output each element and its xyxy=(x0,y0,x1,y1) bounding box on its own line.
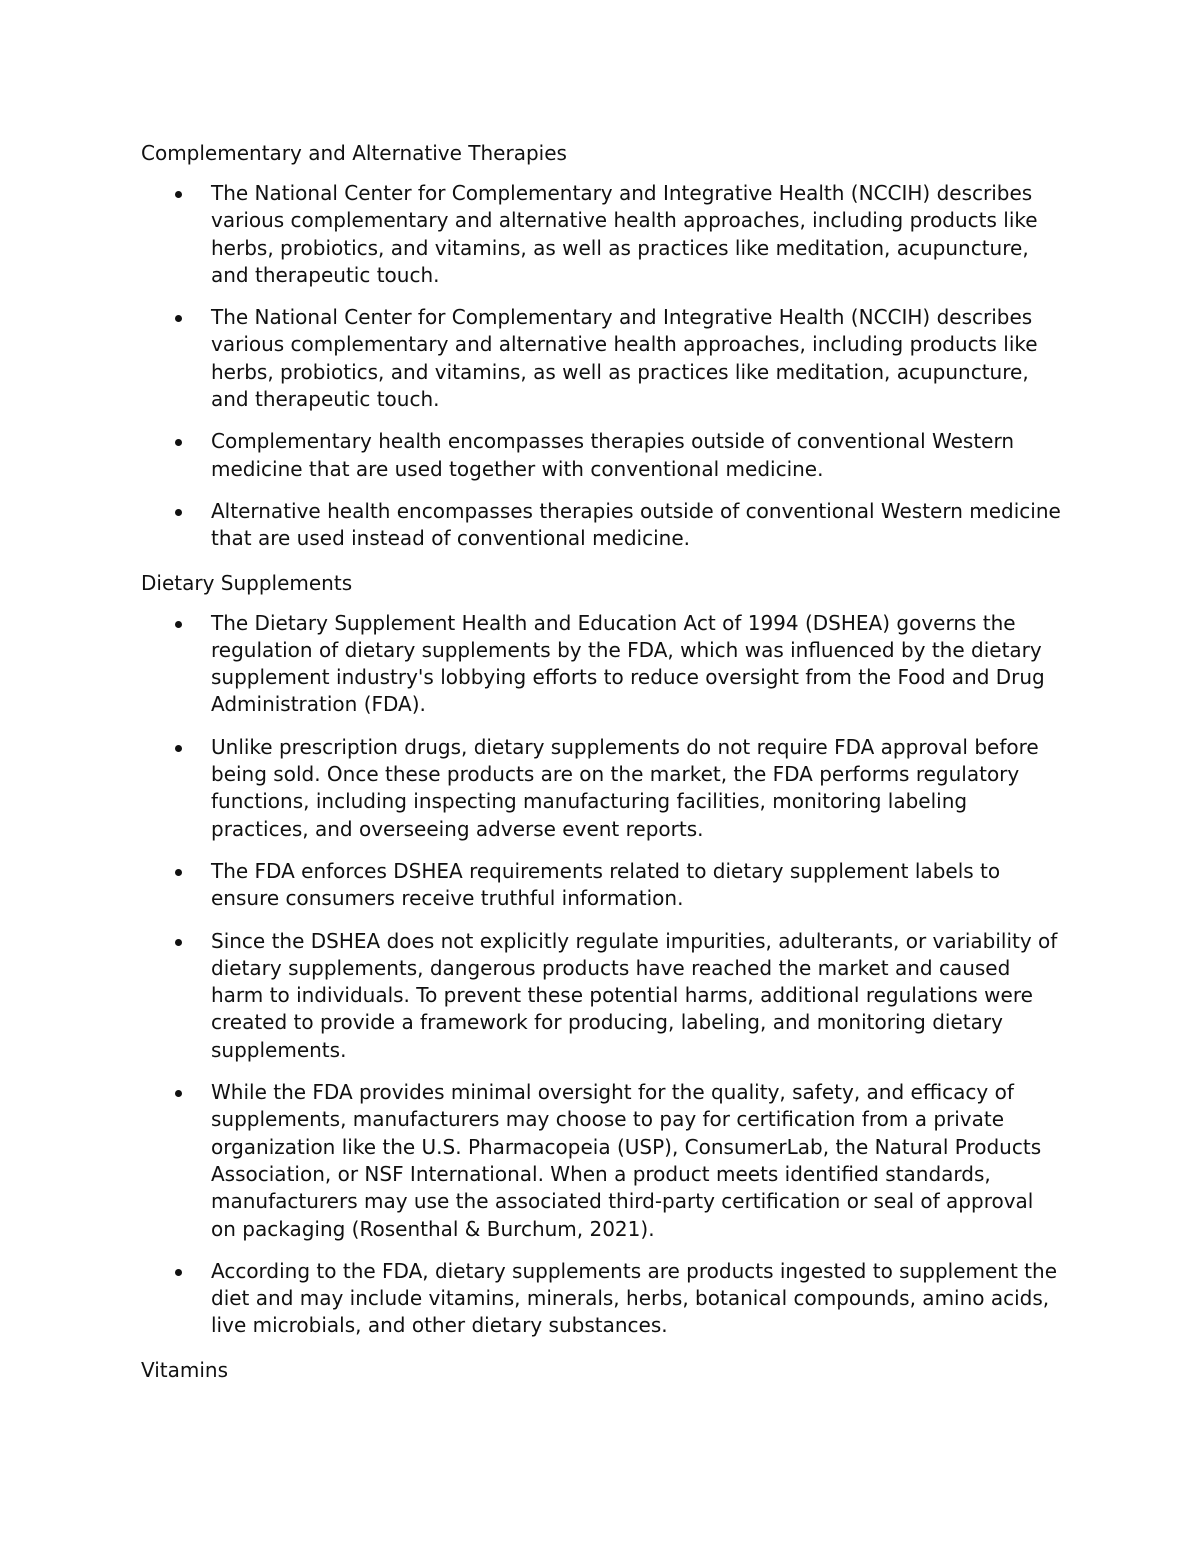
list-item xyxy=(141,610,1061,719)
list-item-text: The National Center for Complementary and Integrative Health (NCCIH) describes various complementary and alternative health approaches, including products like herbs, probiotics, and vitamins, as well as practices like meditation, acupuncture, and therapeutic touch. xyxy=(211,181,1038,287)
list-item xyxy=(141,180,1061,289)
list-item-text: Alternative health encompasses therapies outside of conventional Western medicine that are used instead of conventional medicine. xyxy=(211,498,1061,551)
bullet-icon xyxy=(175,869,182,876)
bullet-icon xyxy=(175,315,182,322)
list-item xyxy=(141,428,1061,483)
bullet-icon xyxy=(175,439,182,446)
list-item-text: Unlike prescription drugs, dietary supplements do not require FDA approval before being sold. Once these products are on the market, the FDA performs regulatory functions, including inspecting manufacturing facilities, monitoring labeling practices, and overseeing adverse event reports. xyxy=(211,734,1039,841)
bullet-icon xyxy=(175,621,182,628)
list-item-text: The FDA enforces DSHEA requirements related to dietary supplement labels to ensure consumers receive truthful information. xyxy=(211,858,1001,911)
bullet-icon xyxy=(175,191,182,198)
list-item-text: The National Center for Complementary and Integrative Health (NCCIH) describes various complementary and alternative health approaches, including products like herbs, probiotics, and vitamins, as well as practices like meditation, acupuncture, and therapeutic touch. xyxy=(211,305,1038,412)
bullet-list xyxy=(141,180,1061,553)
list-item xyxy=(141,304,1061,413)
bullet-icon xyxy=(175,745,182,752)
list-item xyxy=(141,498,1061,553)
list-item-text: The Dietary Supplement Health and Education Act of 1994 (DSHEA) governs the regulation of dietary supplements by the FDA, which was influenced by the dietary supplement industry's lobbying efforts to reduce oversight from the Food and Drug Administration (FDA). xyxy=(211,610,1045,717)
bullet-icon xyxy=(175,1269,182,1276)
document-page xyxy=(141,138,1061,1397)
bullet-icon xyxy=(175,1090,182,1097)
list-item xyxy=(141,928,1061,1064)
bullet-list xyxy=(141,610,1061,1340)
list-item-text: According to the FDA, dietary supplements are products ingested to supplement the diet and may include vitamins, minerals, herbs, botanical compounds, amino acids, live microbials, and other dietary substances. xyxy=(211,1258,1057,1338)
bullet-icon xyxy=(175,509,182,516)
list-item xyxy=(141,858,1061,913)
list-item xyxy=(141,1258,1061,1340)
list-item-text: Complementary health encompasses therapies outside of conventional Western medicine that are used together with conventional medicine. xyxy=(211,429,1015,481)
list-item-text: While the FDA provides minimal oversight for the quality, safety, and efficacy of supplements, manufacturers may choose to pay for certification from a private organization like the U.S. Pharmacopeia (USP), ConsumerLab, the Natural Products Association, or NSF International. When a product meets identified standards, manufacturers may use the associated third-party certification or seal of approval on packaging (Rosenthal & Burchum, 2021). xyxy=(211,1080,1042,1241)
section-heading: Vitamins xyxy=(141,1357,229,1382)
list-item xyxy=(141,1079,1061,1243)
list-item-text: Since the DSHEA does not explicitly regulate impurities, adulterants, or variability of dietary supplements, dangerous products have reached the market and caused harm to individuals. To prevent these potential harms, additional regulations were created to provide a framework for producing, labeling, and monitoring dietary supplements. xyxy=(211,928,1058,1062)
list-item xyxy=(141,734,1061,843)
section-heading: Complementary and Alternative Therapies xyxy=(141,141,567,165)
bullet-icon xyxy=(175,939,182,946)
section-heading: Dietary Supplements xyxy=(141,570,353,595)
